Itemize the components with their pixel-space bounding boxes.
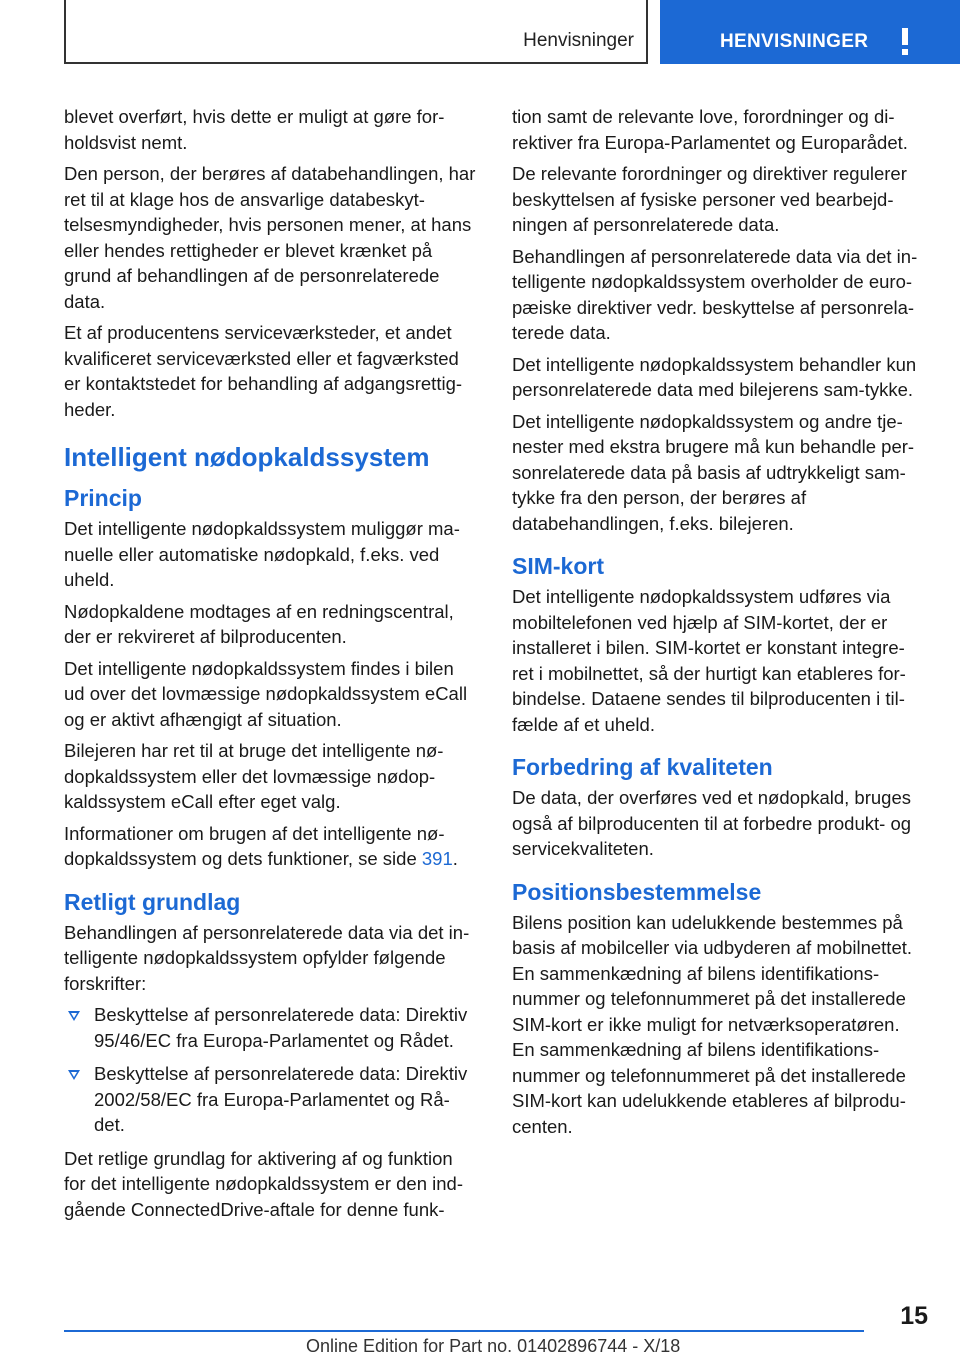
paragraph: Behandlingen af personrelaterede data via det in-telligente nødopkaldssystem overholder de euro-pæiske direktiver vedr. beskyttelse af personrela-terede data.	[512, 245, 918, 343]
subheading-retligt-grundlag: Retligt grundlag	[64, 888, 241, 915]
page-reference-link[interactable]: 391	[421, 848, 453, 869]
paragraph: De data, der overføres ved et nødopkald, bruges også af bilproducenten til at forbedre produkt- og servicekvaliteten.	[512, 787, 912, 859]
left-column	[64, 104, 478, 1228]
list-item-text: Beskyttelse af personrelaterede data: Direktiv 2002/58/EC fra Europa-Parlamentet og Rå-det.	[94, 1063, 468, 1135]
list-item	[64, 1002, 478, 1053]
paragraph: Nødopkaldene modtages af en redningscentral, der er rekvireret af bilproducenten.	[64, 600, 454, 647]
header-chapter-tab	[660, 0, 960, 64]
paragraph-end: .	[452, 848, 458, 869]
section-heading-intelligent-emergency-call: Intelligent nødopkaldssystem	[64, 442, 430, 472]
right-column	[512, 104, 926, 1145]
subheading-princip: Princip	[64, 485, 142, 511]
paragraph: Det retlige grundlag for aktivering af og funktion for det intelligente nødopkaldssystem er den ind-gående ConnectedDrive-aftale for denne funk-	[64, 1147, 463, 1220]
paragraph: Det intelligente nødopkaldssystem og andre tje-nester med ekstra brugere må kun behandle per-sonrelaterede data på basis af udtrykkeligt sam-tykke fra den person, der berøres af databehandlingen, f.eks. bilejeren.	[512, 410, 915, 534]
paragraph-with-page-ref	[64, 821, 478, 872]
paragraph: Det intelligente nødopkaldssystem findes i bilen ud over det lovmæssige nødopkaldssystem eCall og er aktivt afhængigt af situation.	[64, 657, 468, 730]
paragraph: Et af producentens serviceværksteder, et andet kvalificeret serviceværksted eller et fagværksted er kontaktstedet for behandling af adgangsrettig-heder.	[64, 322, 463, 420]
header-section-box	[64, 0, 648, 64]
paragraph: Behandlingen af personrelaterede data via det in-telligente nødopkaldssystem opfylder følgende forskrifter:	[64, 921, 470, 994]
exclamation-icon	[898, 28, 912, 56]
paragraph: Den person, der berøres af databehandlingen, har ret til at klage hos de ansvarlige databeskyt-telsesmyndigheder, hvis personen mener, at hans eller hendes rettigheder er blevet krænket på grund af behandlingen af de personrelaterede data.	[64, 163, 476, 312]
paragraph-text: Informationer om brugen af det intelligente nø-dopkaldssystem og dets funktioner, se side	[64, 822, 445, 869]
paragraph: Det intelligente nødopkaldssystem muliggør ma-nuelle eller automatiske nødopkald, f.eks. ved uheld.	[64, 518, 460, 590]
footer-edition-text: Online Edition for Part no. 01402896744 - X/18	[306, 1336, 681, 1356]
triangle-bullet-icon	[68, 1011, 80, 1021]
paragraph: Det intelligente nødopkaldssystem behandler kun personrelaterede data med bilejerens sam-tykke.	[512, 353, 917, 400]
subheading-sim-kort: SIM-kort	[512, 553, 604, 579]
paragraph: De relevante forordninger og direktiver regulerer beskyttelsen af fysiske personer ved bearbejd-ningen af personrelaterede data.	[512, 163, 907, 235]
footer-divider	[64, 1330, 864, 1332]
page-number: 15	[900, 1302, 928, 1330]
triangle-bullet-icon	[68, 1070, 80, 1080]
paragraph: Det intelligente nødopkaldssystem udføres via mobiltelefonen ved hjælp af SIM-kortet, der er installeret i bilen. SIM-kortet er konstant integre-ret i mobilnettet, så der hurtigt kan etableres for-bindelse. Dataene sendes til bilproducenten i til-fælde af et uheld.	[512, 586, 906, 735]
paragraph: blevet overført, hvis dette er muligt at gøre for-holdsvist nemt.	[64, 106, 445, 153]
header-chapter-label: HENVISNINGER	[720, 31, 869, 52]
subheading-forbedring: Forbedring af kvaliteten	[512, 754, 773, 780]
subheading-positionsbestemmelse: Positionsbestemmelse	[512, 878, 762, 905]
header-section-title: Henvisninger	[523, 30, 634, 51]
paragraph: Bilejeren har ret til at bruge det intelligente nø-dopkaldssystem eller det lovmæssige nødop-kaldssystem eCall efter eget valg.	[64, 740, 444, 812]
list-item-text: Beskyttelse af personrelaterede data: Direktiv 95/46/EC fra Europa-Parlamentet og Rådet.	[94, 1004, 468, 1051]
directive-list	[64, 1002, 478, 1138]
paragraph: tion samt de relevante love, forordninger og di-rektiver fra Europa-Parlamentet og Europarådet.	[512, 106, 908, 153]
list-item	[64, 1061, 478, 1138]
paragraph: Bilens position kan udelukkende bestemmes på basis af mobilceller via udbyderen af mobilnettet. En sammenkædning af bilens identifikations-nummer og telefonnummeret på det installerede SIM-kort er ikke muligt for netværksoperatøren. En sammenkædning af bilens identifikations-nummer og telefonnummeret på det installerede SIM-kort kan udelukkende etableres af bilprodu-centen.	[512, 911, 913, 1137]
